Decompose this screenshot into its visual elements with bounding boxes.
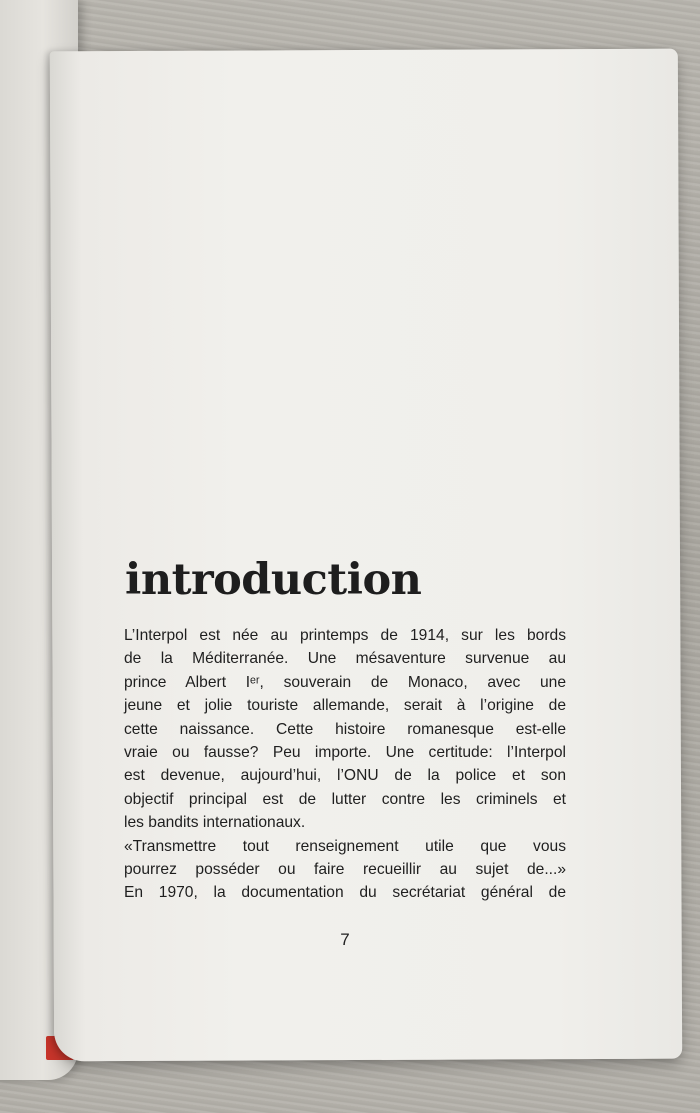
text-line: les bandits internationaux.	[124, 814, 306, 832]
paragraph-2	[124, 835, 566, 905]
text-line: prince Albert Iᵉʳ, souverain de Monaco, avec une	[124, 673, 566, 691]
text-line: L’Interpol est née au printemps de 1914, sur les bords	[124, 627, 566, 644]
text-line: est devenue, aujourd’hui, l’ONU de la police et son	[124, 767, 566, 785]
text-line: En 1970, la documentation du secrétariat général de	[124, 884, 566, 902]
text-line: vraie ou fausse? Peu importe. Une certitude: l’Interpol	[124, 744, 566, 762]
text-line: objectif principal est de lutter contre les criminels et	[124, 790, 566, 808]
text-line: jeune et jolie touriste allemande, serait à l’origine de	[124, 697, 566, 715]
text-line: pourrez posséder ou faire recueillir au sujet de...»	[124, 861, 566, 879]
page-number: 7	[340, 930, 350, 949]
reverse-side-bleed-through	[128, 140, 568, 610]
chapter-title: introduction	[125, 555, 422, 605]
text-line: cette naissance. Cette histoire romanesque est-elle	[124, 720, 566, 738]
paragraph-1	[124, 624, 566, 835]
text-line: de la Méditerranée. Une mésaventure survenue au	[124, 650, 566, 668]
text-line: «Transmettre tout renseignement utile que vous	[124, 837, 566, 855]
body-text	[124, 624, 566, 905]
